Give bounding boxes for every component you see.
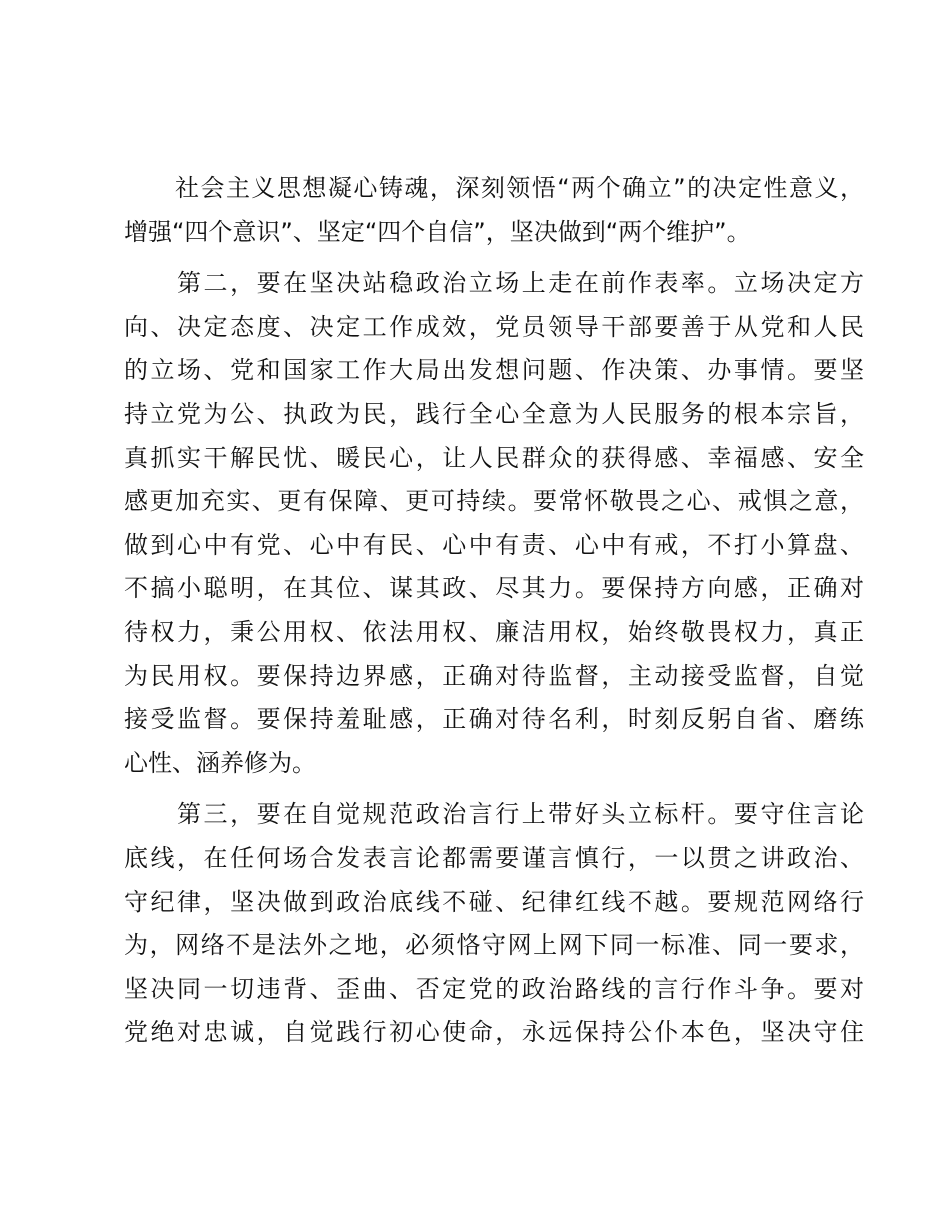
text-line: 不搞小聪明，在其位、谋其政、尽其力。要保持方向感，正确对: [124, 574, 864, 603]
text-line: 第二，要在坚决站稳政治立场上走在前作表率。立场决定方: [124, 269, 864, 298]
paragraph-1: [124, 167, 864, 254]
paragraph-3: [124, 793, 864, 1055]
paragraph-2: [124, 262, 864, 785]
text-line: 为，网络不是法外之地，必须恪守网上网下同一标准、同一要求，: [124, 931, 864, 960]
text-line: 党绝对忠诚，自觉践行初心使命，永远保持公仆本色，坚决守住: [124, 1018, 864, 1047]
text-line: 社会主义思想凝心铸魂，深刻领悟“两个确立”的决定性意义，: [124, 174, 864, 202]
text-line: 坚决同一切违背、歪曲、否定党的政治路线的言行作斗争。要对: [124, 974, 864, 1003]
text-line: 待权力，秉公用权、依法用权、廉洁用权，始终敬畏权力，真正: [124, 617, 864, 646]
text-line: 第三，要在自觉规范政治言行上带好头立标杆。要守住言论: [124, 800, 864, 829]
text-line: 增强“四个意识”、坚定“四个自信”，坚决做到“两个维护”。: [124, 217, 751, 246]
text-line: 为民用权。要保持边界感，正确对待监督，主动接受监督，自觉: [124, 661, 864, 690]
text-line: 做到心中有党、心中有民、心中有责、心中有戒，不打小算盘、: [124, 530, 864, 559]
text-line: 的立场、党和国家工作大局出发想问题、作决策、办事情。要坚: [124, 356, 864, 385]
text-line: 接受监督。要保持羞耻感，正确对待名利，时刻反躬自省、磨练: [124, 705, 864, 734]
text-line: 向、决定态度、决定工作成效，党员领导干部要善于从党和人民: [124, 312, 864, 341]
document-body: [124, 167, 864, 1055]
text-line: 守纪律，坚决做到政治底线不碰、纪律红线不越。要规范网络行: [124, 887, 864, 916]
text-line: 感更加充实、更有保障、更可持续。要常怀敬畏之心、戒惧之意，: [124, 487, 864, 516]
text-line: 底线，在任何场合发表言论都需要谨言慎行，一以贯之讲政治、: [124, 843, 864, 872]
text-line: 心性、涵养修为。: [124, 748, 316, 777]
text-line: 真抓实干解民忧、暖民心，让人民群众的获得感、幸福感、安全: [124, 443, 864, 472]
text-line: 持立党为公、执政为民，践行全心全意为人民服务的根本宗旨，: [124, 399, 864, 428]
